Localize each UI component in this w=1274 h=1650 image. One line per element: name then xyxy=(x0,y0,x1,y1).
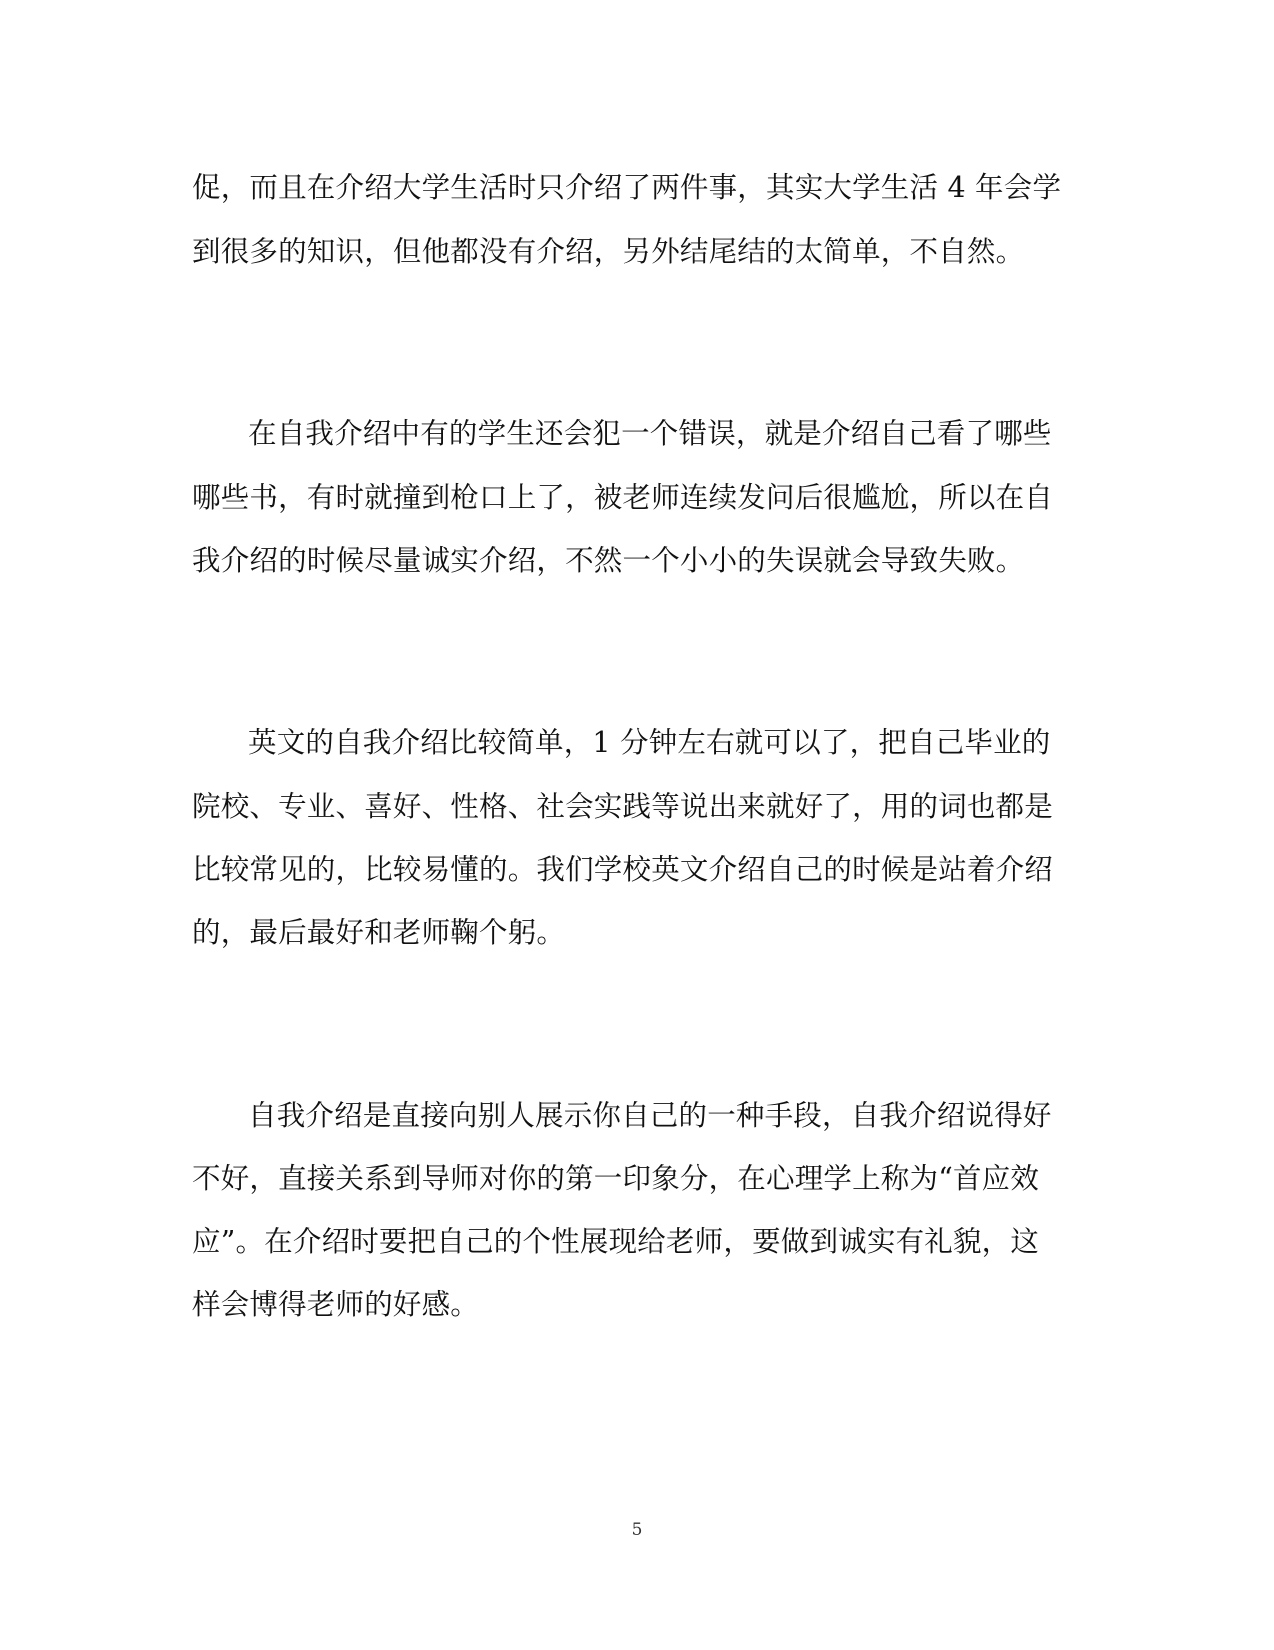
paragraph-4-line-1: 自我介绍是直接向别人展示你自己的一种手段，自我介绍说得好 xyxy=(248,1099,1052,1132)
page-number: 5 xyxy=(631,1520,643,1540)
paragraph-4-line-3: 应”。在介绍时要把自己的个性展现给老师，要做到诚实有礼貌，这 xyxy=(192,1225,1040,1258)
paragraph-3-line-4: 的，最后最好和老师鞠个躬。 xyxy=(192,916,566,949)
paragraph-1-line-1: 促，而且在介绍大学生活时只介绍了两件事，其实大学生活 4 年会学 xyxy=(192,171,1062,204)
paragraph-4-line-4: 样会博得老师的好感。 xyxy=(192,1288,480,1321)
paragraph-1-line-2: 到很多的知识，但他都没有介绍，另外结尾结的太简单，不自然。 xyxy=(192,235,1025,268)
paragraph-2-line-3: 我介绍的时候尽量诚实介绍，不然一个小小的失误就会导致失败。 xyxy=(192,544,1025,577)
paragraph-3-line-2: 院校、专业、喜好、性格、社会实践等说出来就好了，用的词也都是 xyxy=(192,790,1054,823)
paragraph-2-line-1: 在自我介绍中有的学生还会犯一个错误，就是介绍自己看了哪些 xyxy=(248,417,1052,450)
paragraph-3-line-3: 比较常见的，比较易懂的。我们学校英文介绍自己的时候是站着介绍 xyxy=(192,853,1054,886)
paragraph-4-line-2: 不好，直接关系到导师对你的第一印象分，在心理学上称为“首应效 xyxy=(192,1162,1040,1195)
paragraph-3-line-1: 英文的自我介绍比较简单，1 分钟左右就可以了，把自己毕业的 xyxy=(248,726,1051,759)
paragraph-2-line-2: 哪些书，有时就撞到枪口上了，被老师连续发问后很尴尬，所以在自 xyxy=(192,481,1054,514)
